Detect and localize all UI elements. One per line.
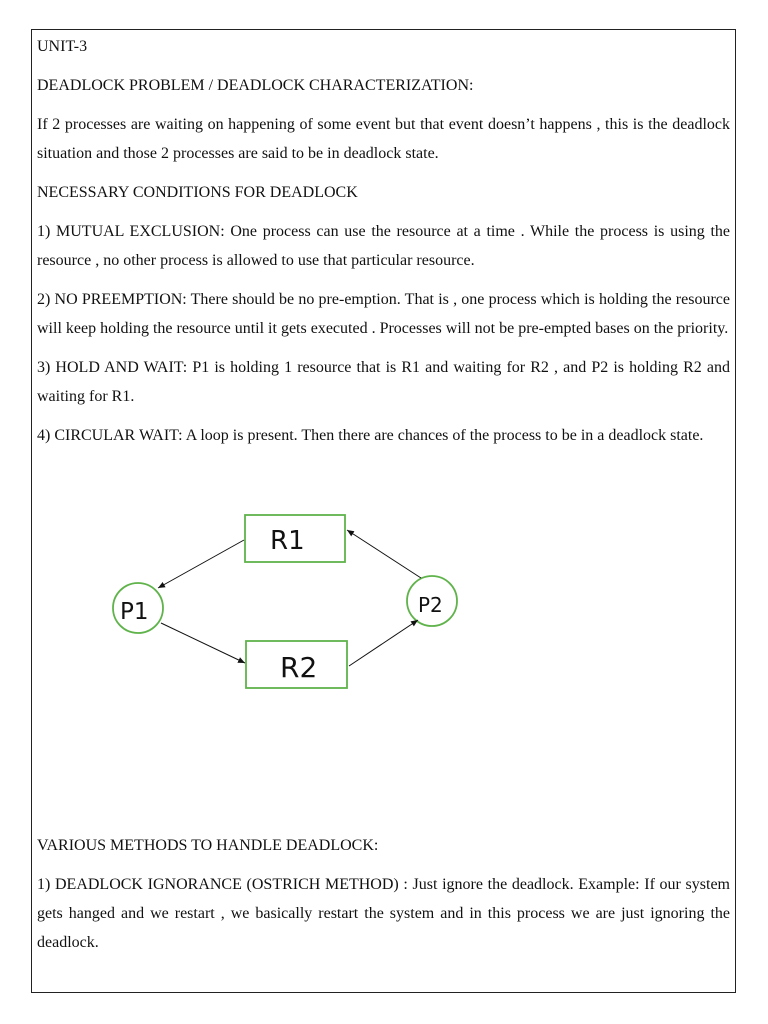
- condition-no-preemption: 2) NO PREEMPTION: There should be no pre-emption. That is , one process which is holding the resource will keep holding the resource until it gets executed . Processes will not be pre-empted bases on the priority.: [37, 291, 730, 337]
- methods-section: [37, 831, 730, 957]
- process-p2-label: P2: [418, 593, 443, 617]
- document-body: [37, 32, 730, 450]
- section-heading: DEADLOCK PROBLEM / DEADLOCK CHARACTERIZATION:: [37, 77, 474, 94]
- condition-hold-and-wait: 3) HOLD AND WAIT: P1 is holding 1 resource that is R1 and waiting for R2 , and P2 is holding R2 and waiting for R1.: [37, 359, 730, 405]
- methods-heading: VARIOUS METHODS TO HANDLE DEADLOCK:: [37, 837, 379, 854]
- method-deadlock-ignorance: 1) DEADLOCK IGNORANCE (OSTRICH METHOD) : Just ignore the deadlock. Example: If our system gets hanged and we restart , we basically restart the system and in this process we are just ignoring the deadlock.: [37, 876, 730, 951]
- resource-r2-label: R2: [280, 651, 318, 684]
- conditions-heading: NECESSARY CONDITIONS FOR DEADLOCK: [37, 184, 358, 201]
- condition-circular-wait: 4) CIRCULAR WAIT: A loop is present. Then there are chances of the process to be in a deadlock state.: [37, 427, 704, 444]
- unit-title: UNIT-3: [37, 38, 88, 55]
- condition-mutual-exclusion: 1) MUTUAL EXCLUSION: One process can use the resource at a time . While the process is using the resource , no other process is allowed to use that particular resource.: [37, 223, 730, 269]
- deadlock-definition: If 2 processes are waiting on happening of some event but that event doesn’t happens , this is the deadlock situation and those 2 processes are said to be in deadlock state.: [37, 116, 730, 162]
- resource-r1-label: R1: [270, 526, 305, 556]
- process-p1-label: P1: [120, 599, 149, 625]
